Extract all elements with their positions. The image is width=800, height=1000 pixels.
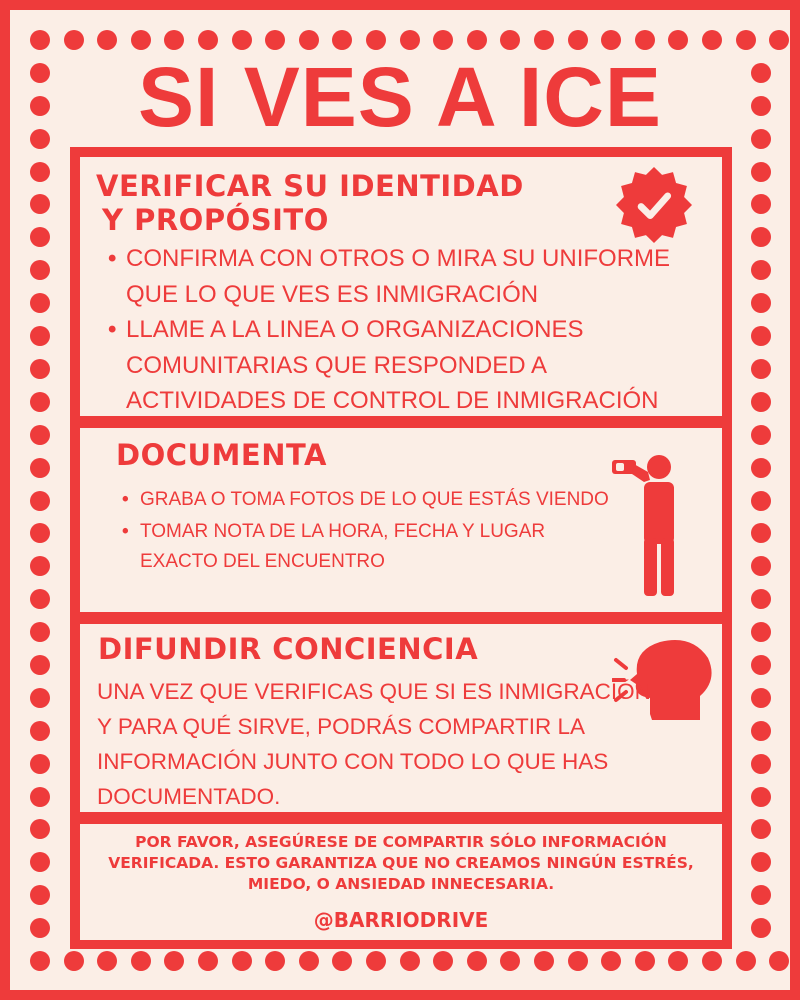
border-dot xyxy=(433,951,453,971)
footer-section xyxy=(80,824,722,940)
border-dot xyxy=(30,951,50,971)
border-dot xyxy=(400,951,420,971)
border-dot xyxy=(164,30,184,50)
border-dot xyxy=(366,951,386,971)
border-dot xyxy=(751,885,771,905)
border-dot xyxy=(751,227,771,247)
border-dot xyxy=(30,425,50,445)
border-dot xyxy=(30,30,50,50)
border-dot xyxy=(64,30,84,50)
border-dot xyxy=(265,951,285,971)
border-dot xyxy=(751,293,771,313)
border-dot xyxy=(751,819,771,839)
poster-title: SI VES A ICE xyxy=(138,50,662,144)
border-dot xyxy=(30,96,50,116)
verify-bullet-1: • CONFIRMA CON OTROS O MIRA SU UNIFORME QUE LO QUE VES ES INMIGRACIÓN xyxy=(108,245,671,308)
verify-heading-line2: Y PROPÓSITO xyxy=(102,203,329,237)
border-dot xyxy=(30,852,50,872)
spread-text: UNA VEZ QUE VERIFICAS QUE SI ES INMIGRACIÓN Y PARA QUÉ SIRVE, PODRÁS COMPARTIR LA INFORMACIÓN JUNTO CON TODO LO QUE HAS DOCUMENTADO. xyxy=(97,679,651,809)
border-dot xyxy=(30,129,50,149)
border-dot xyxy=(366,30,386,50)
border-dot xyxy=(736,30,756,50)
border-dot xyxy=(568,30,588,50)
border-dot xyxy=(433,30,453,50)
border-dot xyxy=(232,30,252,50)
border-dot xyxy=(500,30,520,50)
border-dot xyxy=(751,688,771,708)
border-dot xyxy=(751,326,771,346)
border-dot xyxy=(751,787,771,807)
border-dot xyxy=(751,359,771,379)
border-dot xyxy=(635,30,655,50)
border-dot xyxy=(467,30,487,50)
border-dot xyxy=(30,721,50,741)
border-dot xyxy=(198,951,218,971)
border-dot xyxy=(332,951,352,971)
verify-bullet-list xyxy=(108,241,701,419)
border-dot xyxy=(635,951,655,971)
border-dot xyxy=(668,951,688,971)
border-dot xyxy=(30,63,50,83)
border-dot xyxy=(30,819,50,839)
border-dot xyxy=(97,30,117,50)
border-dot xyxy=(751,458,771,478)
border-dot xyxy=(30,622,50,642)
border-dot xyxy=(751,523,771,543)
document-section xyxy=(80,428,722,612)
border-dot xyxy=(64,951,84,971)
border-dot xyxy=(601,951,621,971)
border-dot xyxy=(751,194,771,214)
border-dot xyxy=(30,260,50,280)
border-dot xyxy=(751,721,771,741)
social-handle: @BARRIODRIVE xyxy=(313,908,489,932)
border-dot xyxy=(198,30,218,50)
document-bullet-list xyxy=(122,485,610,577)
border-dot xyxy=(30,392,50,412)
spread-awareness-section xyxy=(80,624,722,812)
border-dot xyxy=(30,885,50,905)
border-dot xyxy=(601,30,621,50)
border-dot xyxy=(299,30,319,50)
border-dot xyxy=(30,589,50,609)
verified-badge-icon xyxy=(616,167,692,243)
border-dot xyxy=(30,523,50,543)
border-dot xyxy=(500,951,520,971)
border-dot xyxy=(534,951,554,971)
border-dot xyxy=(751,96,771,116)
border-dot xyxy=(736,951,756,971)
border-dot xyxy=(30,194,50,214)
border-dot xyxy=(751,622,771,642)
border-dot xyxy=(30,458,50,478)
border-dot xyxy=(751,491,771,511)
border-dot xyxy=(30,655,50,675)
border-dot xyxy=(30,491,50,511)
border-dot xyxy=(265,30,285,50)
verify-heading-line1: VERIFICAR SU IDENTIDAD xyxy=(96,169,524,203)
border-dot xyxy=(702,30,722,50)
document-bullet-1-text: GRABA O TOMA FOTOS DE LO QUE ESTÁS VIENDO xyxy=(140,489,609,510)
border-dot xyxy=(534,30,554,50)
border-dot xyxy=(164,951,184,971)
border-dot xyxy=(751,556,771,576)
border-dot xyxy=(30,326,50,346)
border-dot xyxy=(97,951,117,971)
border-dot xyxy=(751,260,771,280)
border-dot xyxy=(299,951,319,971)
border-dot xyxy=(30,227,50,247)
spread-heading: DIFUNDIR CONCIENCIA xyxy=(98,632,479,666)
border-dot xyxy=(751,392,771,412)
border-dot xyxy=(332,30,352,50)
border-dot xyxy=(232,951,252,971)
border-dot xyxy=(751,63,771,83)
border-dot xyxy=(751,918,771,938)
border-dot xyxy=(30,787,50,807)
border-dot xyxy=(751,754,771,774)
border-dot xyxy=(751,589,771,609)
border-dot xyxy=(769,951,789,971)
verify-section xyxy=(80,157,722,416)
document-heading: DOCUMENTA xyxy=(116,438,327,472)
border-dot xyxy=(30,162,50,182)
border-dot xyxy=(751,162,771,182)
border-dot xyxy=(30,688,50,708)
person-taking-photo-icon xyxy=(604,450,684,600)
border-dot xyxy=(668,30,688,50)
verify-bullet-2: • LLAME A LA LINEA O ORGANIZACIONES COMUNITARIAS QUE RESPONDED A ACTIVIDADES DE CONTROL DE INMIGRACIÓN xyxy=(108,316,659,414)
border-dot xyxy=(751,852,771,872)
border-dot xyxy=(30,754,50,774)
border-dot xyxy=(568,951,588,971)
verify-bullet-1-text: CONFIRMA CON OTROS O MIRA SU UNIFORME QUE LO QUE VES ES INMIGRACIÓN xyxy=(126,245,671,308)
border-dot xyxy=(751,655,771,675)
border-dot xyxy=(751,129,771,149)
border-dot xyxy=(131,951,151,971)
border-dot xyxy=(131,30,151,50)
border-dot xyxy=(769,30,789,50)
verify-bullet-2-text: LLAME A LA LINEA O ORGANIZACIONES COMUNITARIAS QUE RESPONDED A ACTIVIDADES DE CONTROL DE INMIGRACIÓN xyxy=(126,316,659,414)
border-dot xyxy=(467,951,487,971)
border-dot xyxy=(30,359,50,379)
border-dot xyxy=(30,556,50,576)
document-bullet-2-text: TOMAR NOTA DE LA HORA, FECHA Y LUGAR EXACTO DEL ENCUENTRO xyxy=(140,521,546,572)
footer-note: POR FAVOR, ASEGÚRESE DE COMPARTIR SÓLO INFORMACIÓN VERIFICADA. ESTO GARANTIZA QUE NO CREAMOS NINGÚN ESTRÉS, MIEDO, O ANSIEDAD INNECESARIA. xyxy=(108,833,694,893)
border-dot xyxy=(30,918,50,938)
border-dot xyxy=(751,425,771,445)
document-bullet-1: • GRABA O TOMA FOTOS DE LO QUE ESTÁS VIENDO xyxy=(122,489,609,510)
border-dot xyxy=(400,30,420,50)
border-dot xyxy=(702,951,722,971)
document-bullet-2: • TOMAR NOTA DE LA HORA, FECHA Y LUGAR EXACTO DEL ENCUENTRO xyxy=(122,521,546,572)
border-dot xyxy=(30,293,50,313)
